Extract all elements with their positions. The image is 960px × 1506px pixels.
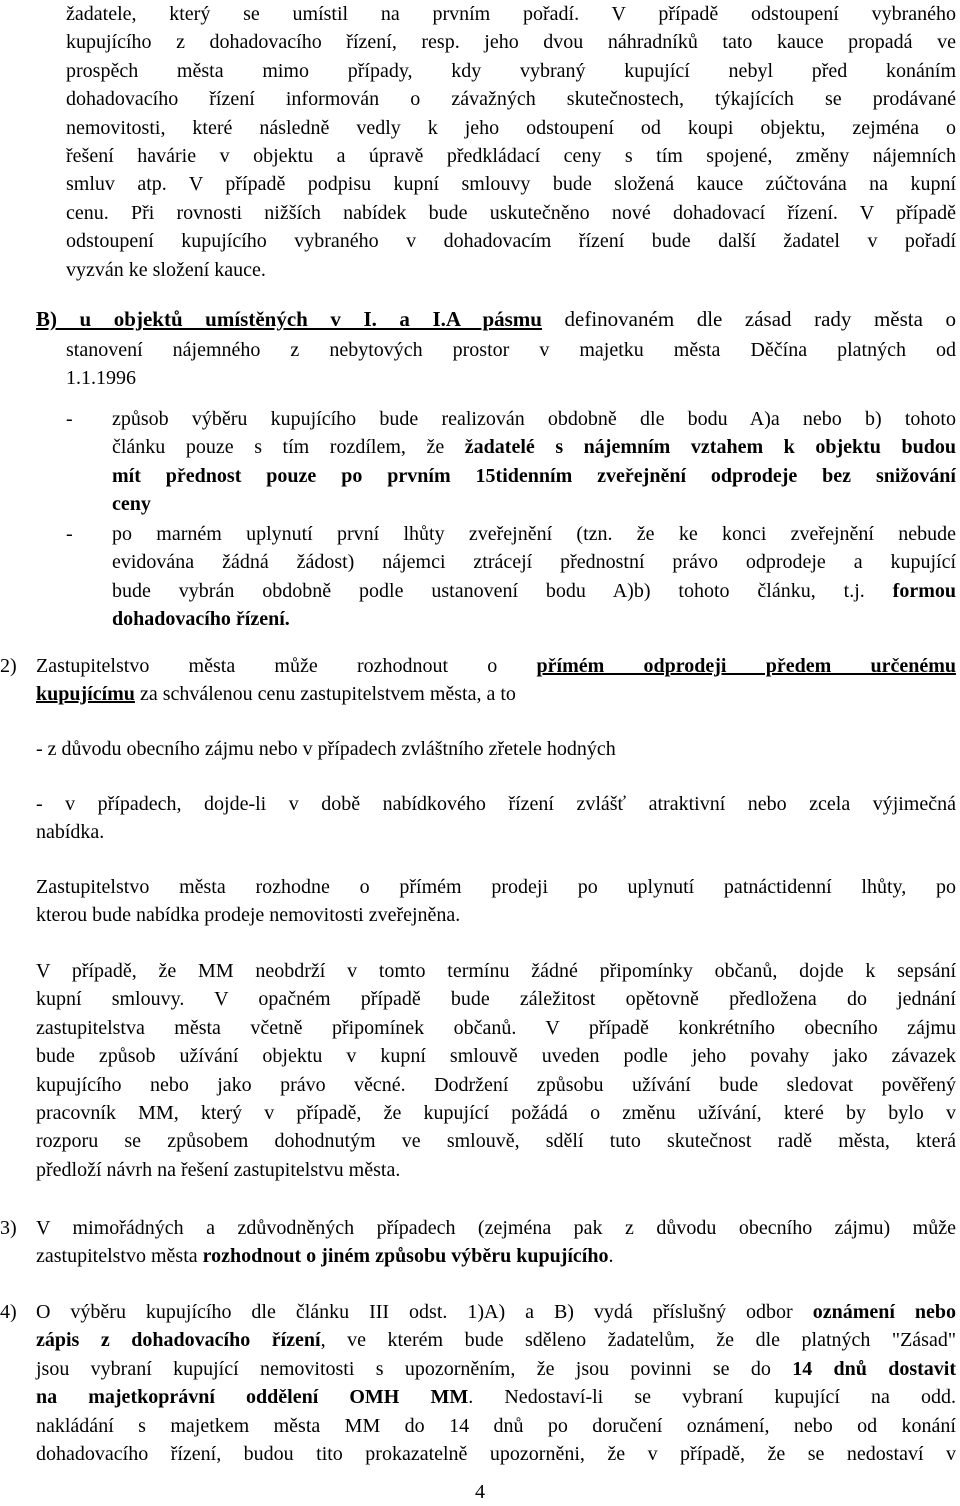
bold-span: zápis z dohadovacího řízení <box>36 1329 321 1352</box>
text-line: předloží návrh na řešení zastupitelstvu města. <box>36 1158 401 1181</box>
text-line: ceny <box>112 493 151 516</box>
bold-span: formou <box>892 579 956 602</box>
text-line: 1.1.1996 <box>66 367 136 390</box>
text-span: . <box>608 1245 614 1268</box>
text-line: dohadovacího řízení informován o závažných skutečnostech, týkajících se prodávané <box>66 88 956 111</box>
text-line: mít přednost pouze po prvním 15tidenním zveřejnění odprodeje bez snižování <box>112 464 956 487</box>
text-line: Zastupitelstvo města rozhodne o přímém prodeji po uplynutí patnáctidenní lhůty, po <box>36 876 956 898</box>
list-item-2 <box>66 520 956 640</box>
text-line <box>112 577 956 605</box>
text-line: řešení havárie v objektu a úpravě předkládací ceny s tím spojené, změny nájemních <box>66 145 956 168</box>
text-line <box>36 1355 956 1383</box>
page-number: 4 <box>475 1481 485 1503</box>
text-line: nabídka. <box>36 821 105 844</box>
point-4 <box>36 1298 956 1468</box>
text-line: - z důvodu obecního zájmu nebo v případech zvláštního zřetele hodných <box>36 738 616 760</box>
text-span: bude vybrán obdobně podle ustanovení bodu A)b) tohoto článku, t.j. <box>112 579 893 602</box>
text-line <box>36 1326 956 1354</box>
section-b <box>36 305 956 333</box>
text-span: článku pouze s tím rozdílem, že <box>112 436 465 459</box>
text-line: pracovník MM, který v případě, že kupující požádá o změnu užívání, které by bylo v <box>36 1102 956 1125</box>
bold-span: 14 dnů dostavit <box>792 1357 956 1380</box>
text-line: kterou bude nabídka prodeje nemovitosti zveřejněna. <box>36 904 461 927</box>
bold-underline-span: přímém odprodeji předem určenému <box>536 655 957 677</box>
intro-paragraph <box>66 0 956 284</box>
text-span: zastupitelstvo města <box>36 1245 203 1268</box>
point-2 <box>36 652 956 709</box>
text-line: evidována žádná žádost) nájemci ztrácejí přednostní právo odprodeje a kupující <box>112 551 956 574</box>
section-b-line <box>36 305 956 333</box>
text-span: za schválenou cenu zastupitelstvem města, a to <box>134 683 516 706</box>
section-b-heading-rest: definovaném dle zásad rady města o <box>541 307 956 331</box>
bold-span: rozhodnout o jiném způsobu výběru kupujícího <box>202 1245 609 1268</box>
text-line <box>36 680 956 708</box>
point-2-paragraph-a <box>36 873 956 930</box>
text-line: vyzván ke složení kauce. <box>66 258 266 281</box>
text-line: po marném uplynutí první lhůty zveřejnění (tzn. že ke konci zveřejnění nebude <box>112 523 956 545</box>
point-4-number: 4) <box>0 1301 17 1323</box>
text-span: . Nedostaví-li se vybraní kupující na odd. <box>468 1386 957 1409</box>
text-line <box>112 433 956 461</box>
text-line: kupujícího nebo jako právo věcné. Dodržení způsobu užívání bude sledovat pověřený <box>36 1073 956 1096</box>
text-span: , ve kterém bude sděleno žadatelům, že dle platných "Zásad" <box>320 1329 956 1352</box>
text-line: dohadovacího řízení. <box>112 608 290 631</box>
text-line <box>36 1383 956 1411</box>
bold-span: žadatelé s nájemním vztahem k objektu budou <box>464 436 956 459</box>
text-line: - v případech, dojde-li v době nabídkového řízení zvlášť atraktivní nebo zcela výjimečná <box>36 793 956 815</box>
text-line: odstoupení kupujícího vybraného v dohadovacím řízení bude další žadatel v pořadí <box>66 230 956 253</box>
text-line: prospěch města mimo případy, kdy vybraný kupující nebyl před konáním <box>66 59 956 82</box>
text-line: smluv atp. V případě podpisu kupní smlouvy bude složená kauce zúčtována na kupní <box>66 173 956 196</box>
text-line: způsob výběru kupujícího bude realizován obdobně dle bodu A)a nebo b) tohoto <box>112 408 956 430</box>
point-2-item-1 <box>36 735 956 763</box>
text-line <box>36 652 956 680</box>
text-span: jsou vybraní kupující nemovitosti s upozorněním, že jsou povinni se do <box>36 1357 793 1380</box>
point-2-number: 2) <box>0 655 17 677</box>
text-line: cenu. Při rovnosti nižších nabídek bude uskutečněno nové dohadovací řízení. V případě <box>66 201 956 224</box>
list-dash: - <box>66 523 73 545</box>
list-item-1 <box>66 405 956 525</box>
text-line: zastupitelstva města včetně připomínek občanů. V případě konkrétního obecního zájmu <box>36 1016 956 1039</box>
text-line: žadatele, který se umístil na prvním pořadí. V případě odstoupení vybraného <box>66 3 956 25</box>
text-line: rozporu se způsobem dohodnutým ve smlouvě, sdělí tuto skutečnost radě města, která <box>36 1130 956 1153</box>
list-dash: - <box>66 408 73 430</box>
section-b-continued <box>66 336 956 393</box>
point-3-number: 3) <box>0 1217 17 1239</box>
text-line <box>36 1298 956 1326</box>
point-2-paragraph-b <box>36 957 956 1184</box>
bold-span: na majetkoprávní oddělení OMH MM <box>36 1386 469 1409</box>
text-line: V případě, že MM neobdrží v tomto termínu žádné připomínky občanů, dojde k sepsání <box>36 960 956 982</box>
text-span: Zastupitelstvo města může rozhodnout o <box>36 655 537 677</box>
text-line: dohadovacího řízení, budou tito prokazatelně upozorněni, že v případě, že se nedostaví v <box>36 1443 956 1466</box>
text-line <box>36 1242 956 1270</box>
text-line: bude způsob užívání objektu v kupní smlouvě uveden podle jeho povahy jako závazek <box>36 1045 956 1068</box>
text-line: stanovení nájemného z nebytových prostor v majetku města Děčína platných od <box>66 339 956 361</box>
list-item-text <box>112 405 956 519</box>
text-line: kupujícího z dohadovacího řízení, resp. jeho dvou náhradníků tato kauce propadá ve <box>66 31 956 54</box>
bold-underline-span: kupujícímu <box>36 683 135 706</box>
point-2-item-2 <box>36 790 956 847</box>
text-line: V mimořádných a zdůvodněných případech (zejména pak z důvodu obecního zájmu) může <box>36 1217 956 1239</box>
section-b-heading: B) u objektů umístěných v I. a I.A pásmu <box>36 307 542 331</box>
point-3 <box>36 1214 956 1271</box>
text-line: nemovitosti, které následně vedly k jeho odstoupení od koupi objektu, zejména o <box>66 116 956 139</box>
list-item-text <box>112 520 956 634</box>
text-span: O výběru kupujícího dle článku III odst. 1)A) a B) vydá příslušný odbor <box>36 1301 813 1323</box>
text-line: kupní smlouvy. V opačném případě bude záležitost opětovně předložena do jednání <box>36 988 956 1011</box>
bold-span: oznámení nebo <box>812 1301 957 1323</box>
text-line: nakládání s majetkem města MM do 14 dnů po doručení oznámení, nebo od konání <box>36 1414 956 1437</box>
